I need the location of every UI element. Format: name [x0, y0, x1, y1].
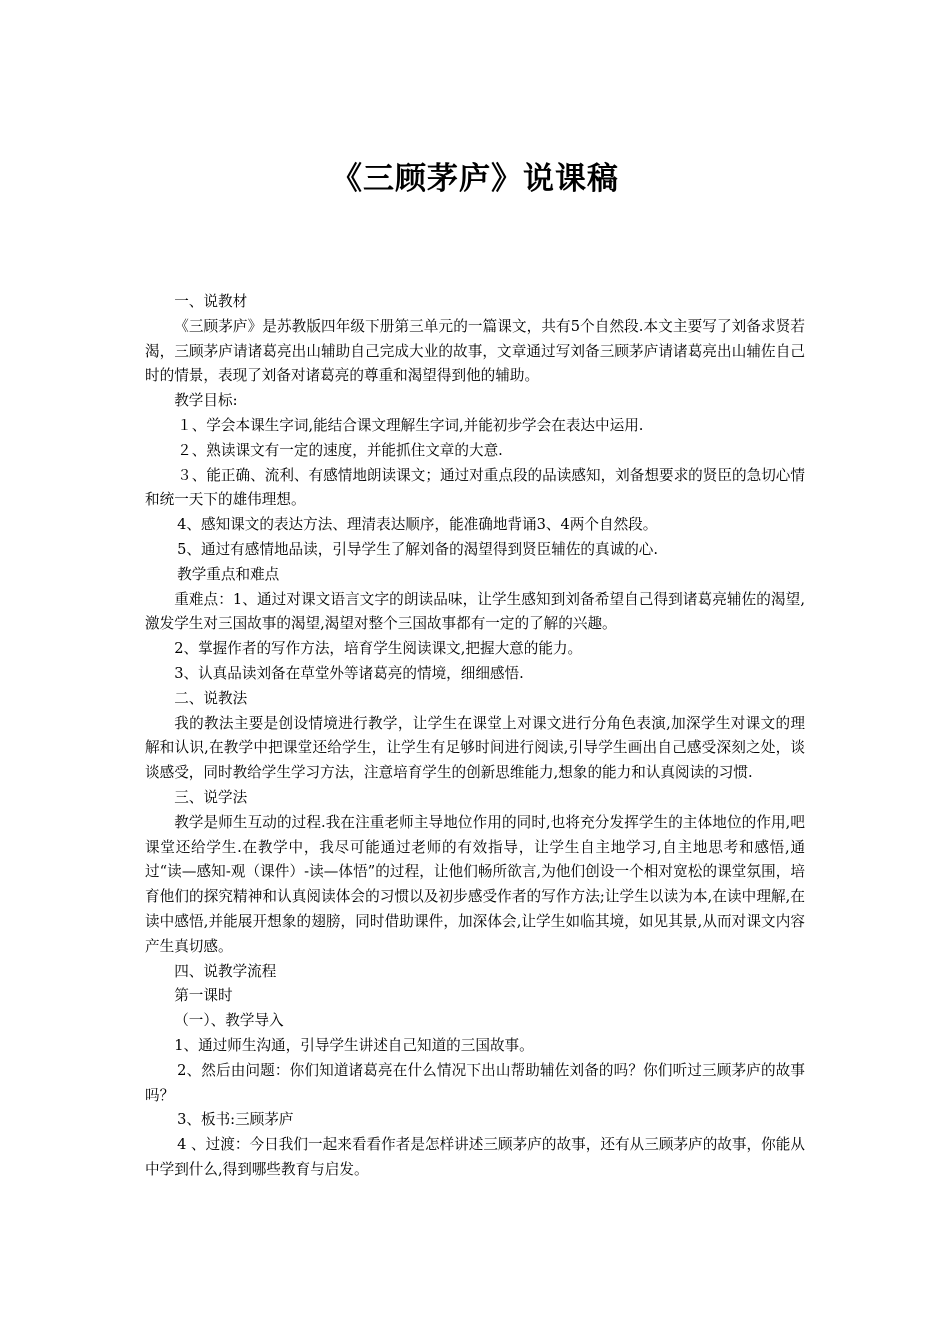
heading-introduction: （一）、教学导入: [174, 1012, 284, 1030]
heading-section-4: 四、说教学流程: [174, 962, 277, 980]
heading-first-lesson: 第一课时: [174, 987, 233, 1005]
list-item: 1、通过师生沟通，引导学生讲述自己知道的三国故事。: [174, 1036, 534, 1054]
heading-section-3: 三、说学法: [174, 788, 248, 806]
list-item: 2、然后由问题：你们知道诸葛亮在什么情况下出山帮助辅佐刘备的吗？你们听过三顾茅庐的故事吗？: [145, 1061, 805, 1104]
heading-section-1: 一、说教材: [174, 293, 248, 310]
list-item: 3、认真品读刘备在草堂外等诸葛亮的情境，细细感悟.: [174, 664, 524, 682]
list-item: ３、能正确、流利、有感情地朗读课文；通过对重点段的品读感知，刘备想要求的贤臣的急切心情和统一天下的雄伟理想。: [145, 466, 805, 509]
paragraph-text: 教学是师生互动的过程.我在注重老师主导地位作用的同时,也将充分发挥学生的主体地位的作用,吧课堂还给学生.在教学中，我尽可能通过老师的有效指导，让学生自主地学习,自主地思考和感悟,通过“读—感知-观（课件）-读—体悟”的过程，让他们畅所欲言,为他们创设一个相对宽松的课堂氛围，培育他们的探究精神和认真阅读体会的习惯以及初步感受作者的写作方法;让学生以读为本,在读中理解,在读中感悟,并能展开想象的翅膀，同时借助课件，加深体会,让学生如临其境，如见其景,从而对课文内容产生真切感。: [145, 813, 805, 955]
heading-objectives: 教学目标:: [174, 392, 238, 410]
list-item: 4 、过渡：今日我们一起来看看作者是怎样讲述三顾茅庐的故事，还有从三顾茅庐的故事，你能从中学到什么,得到哪些教育与启发。: [145, 1136, 805, 1178]
list-item: 5、通过有感情地品读，引导学生了解刘备的渴望得到贤臣辅佐的真诚的心.: [177, 540, 659, 558]
list-item: 2、掌握作者的写作方法，培育学生阅读课文,把握大意的能力。: [174, 640, 583, 658]
list-item: ２、熟读课文有一定的速度，并能抓住文章的大意.: [177, 441, 503, 459]
list-item: １、学会本课生字词,能结合课文理解生字词,并能初步学会在表达中运用.: [177, 416, 644, 434]
document-title: 《三顾茅庐》说课稿: [331, 161, 619, 197]
list-item: 3、板书:三顾茅庐: [177, 1111, 294, 1129]
document-body: [145, 290, 805, 1183]
list-item: 重难点：1、通过对课文语言文字的朗读品味，让学生感知到刘备希望自己得到诸葛亮辅佐的渴望,激发学生对三国故事的渴望,渴望对整个三国故事都有一定的了解的兴趣。: [145, 590, 805, 633]
heading-section-2: 二、说教法: [174, 689, 248, 707]
list-item: 4、感知课文的表达方法、理清表达顺序，能准确地背诵3、4两个自然段。: [177, 516, 658, 534]
paragraph-text: 我的教法主要是创设情境进行教学，让学生在课堂上对课文进行分角色表演,加深学生对课文的理解和认识,在教学中把课堂还给学生，让学生有足够时间进行阅读,引导学生画出自己感受深刻之处，谈谈感受，同时教给学生学习方法，注意培育学生的创新思维能力,想象的能力和认真阅读的习惯.: [145, 714, 805, 782]
heading-key-points: 教学重点和难点: [177, 565, 280, 583]
paragraph-text: 《三顾茅庐》是苏教版四年级下册第三单元的一篇课文，共有5个自然段.本文主要写了刘备求贤若渴，三顾茅庐请诸葛亮出山辅助自己完成大业的故事，文章通过写刘备三顾茅庐请诸葛亮出山辅佐自己时的情景，表现了刘备对诸葛亮的尊重和渴望得到他的辅助。: [145, 317, 805, 385]
